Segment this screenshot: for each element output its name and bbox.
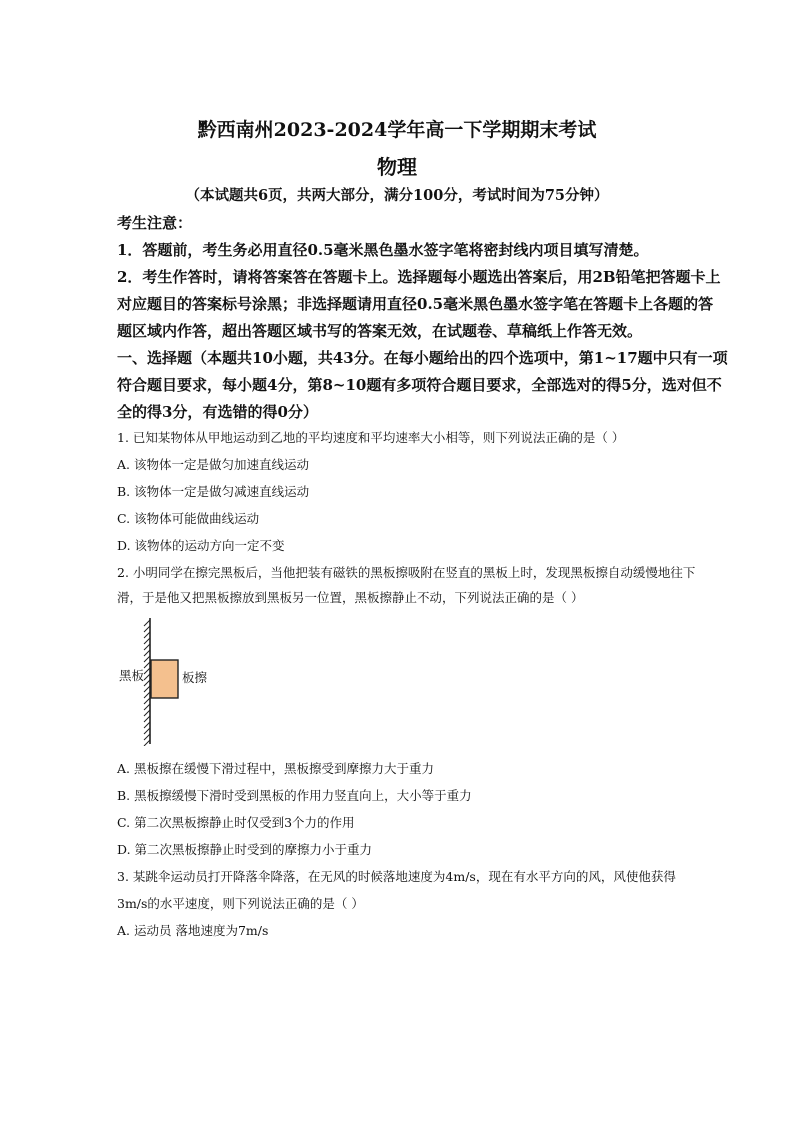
- section-1-line-1: 一、选择题（本题共10小题，共43分。在每小题给出的四个选项中，第1~17题中只有一项: [117, 349, 728, 367]
- hatch-mark: [144, 698, 150, 704]
- hatch-mark: [144, 644, 150, 650]
- notice-item-1: 1．答题前，考生务必用直径0.5毫米黑色墨水签字笔将密封线内项目填写清楚。: [117, 241, 649, 259]
- hatch-mark: [144, 740, 150, 746]
- hatch-mark: [144, 650, 150, 656]
- hatch-mark: [144, 668, 150, 674]
- q3-option-a: A. 运动员 落地速度为7m/s: [117, 923, 269, 938]
- q1-option-d: D. 该物体的运动方向一定不变: [117, 538, 285, 553]
- q2-option-d: D. 第二次黑板擦静止时受到的摩擦力小于重力: [117, 842, 373, 857]
- notice-item-2-line-3: 题区域内作答，超出答题区域书写的答案无效，在试题卷、草稿纸上作答无效。: [117, 322, 643, 340]
- hatch-mark: [144, 680, 150, 686]
- hatch-mark: [144, 686, 150, 692]
- q1-option-a: A. 该物体一定是做匀加速直线运动: [117, 457, 309, 472]
- notice-heading: 考生注意：: [117, 214, 193, 232]
- hatch-mark: [144, 674, 150, 680]
- hatch-mark: [144, 632, 150, 638]
- hatch-mark: [144, 626, 150, 632]
- section-1-line-3: 全的得3分，有选错的得0分）: [117, 403, 318, 421]
- hatch-mark: [144, 692, 150, 698]
- q2-stem-line-2: 滑，于是他又把黑板擦放到黑板另一位置，黑板擦静止不动，下列说法正确的是（ ）: [117, 590, 584, 605]
- q1-option-c: C. 该物体可能做曲线运动: [117, 511, 260, 526]
- q2-option-c: C. 第二次黑板擦静止时仅受到3个力的作用: [117, 815, 355, 830]
- section-1-line-2: 符合题目要求，每小题4分，第8~10题有多项符合题目要求，全部选对的得5分，选对但不: [117, 376, 722, 394]
- hatch-mark: [144, 704, 150, 710]
- notice-item-2-line-1: 2．考生作答时，请将答案答在答题卡上。选择题每小题选出答案后，用2B铅笔把答题卡上: [117, 268, 721, 286]
- q3-stem-line-2: 3m/s的水平速度，则下列说法正确的是（ ）: [117, 896, 364, 911]
- hatch-mark: [144, 710, 150, 716]
- subject-title: 物理: [377, 155, 417, 179]
- q3-stem-line-1: 3. 某跳伞运动员打开降落伞降落，在无风的时候落地速度为4m/s，现在有水平方向的风，风使他获得: [117, 869, 676, 884]
- q2-option-b: B. 黑板擦缓慢下滑时受到黑板的作用力竖直向上，大小等于重力: [117, 788, 472, 803]
- hatch-mark: [144, 728, 150, 734]
- hatch-mark: [144, 722, 150, 728]
- q1-stem: 1. 已知某物体从甲地运动到乙地的平均速度和平均速率大小相等，则下列说法正确的是（ ）: [117, 430, 625, 445]
- notice-item-2-line-2: 对应题目的答案标号涂黑；非选择题请用直径0.5毫米黑色墨水签字笔在答题卡上各题的答: [117, 295, 714, 313]
- exam-title: 黔西南州2023-2024学年高一下学期期末考试: [197, 119, 597, 141]
- hatch-mark: [144, 716, 150, 722]
- hatch-mark: [144, 656, 150, 662]
- hatch-mark: [144, 662, 150, 668]
- q2-stem-line-1: 2. 小明同学在擦完黑板后，当他把装有磁铁的黑板擦吸附在竖直的黑板上时，发现黑板擦自动缓慢地往下: [117, 565, 696, 580]
- blackboard-hatching: [144, 620, 150, 746]
- blackboard-eraser-figure: [112, 616, 222, 746]
- eraser-label: 板擦: [182, 670, 208, 685]
- blackboard-label: 黑板: [119, 668, 145, 683]
- eraser-block: [151, 660, 178, 698]
- q2-option-a: A. 黑板擦在缓慢下滑过程中，黑板擦受到摩擦力大于重力: [117, 761, 434, 776]
- hatch-mark: [144, 734, 150, 740]
- q1-option-b: B. 该物体一定是做匀减速直线运动: [117, 484, 310, 499]
- exam-info: （本试题共6页，共两大部分，满分100分，考试时间为75分钟）: [185, 187, 609, 204]
- hatch-mark: [144, 620, 150, 626]
- hatch-mark: [144, 638, 150, 644]
